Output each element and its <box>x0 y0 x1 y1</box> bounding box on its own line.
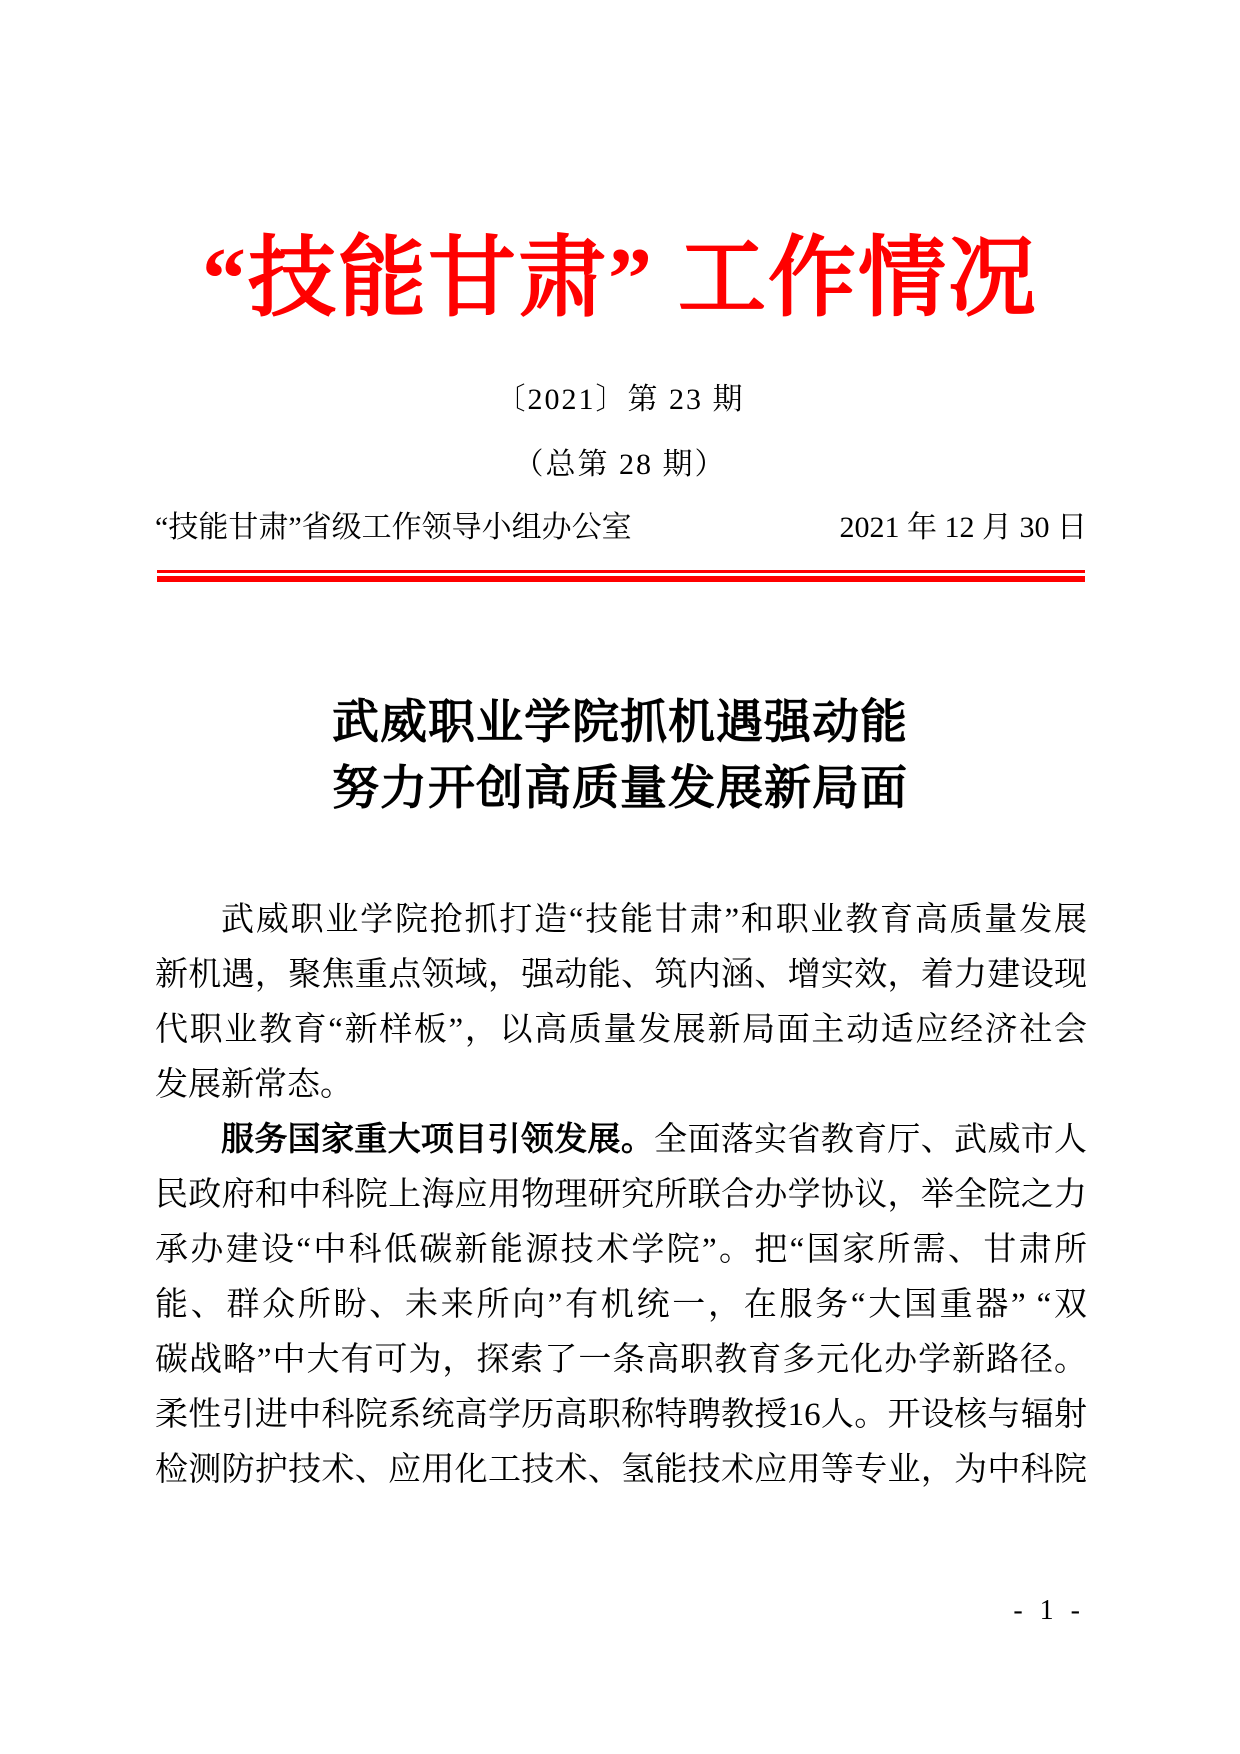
issuer-name: “技能甘肃”省级工作领导小组办公室 <box>155 511 632 544</box>
masthead-divider-rule <box>157 570 1085 582</box>
article-title-line-2: 努力开创高质量发展新局面 <box>332 763 908 815</box>
issue-number: 〔2021〕第 23 期 <box>495 383 745 416</box>
body-line: 新机遇，聚焦重点领域，强动能、筑内涵、增实效，着力建设现 <box>155 957 1087 993</box>
masthead-title: “技能甘肃” 工作情况 <box>201 231 1038 328</box>
paragraph-lead: 服务国家重大项目引领发展。 <box>221 1122 655 1158</box>
body-line: 代职业教育“新样板”，以高质量发展新局面主动适应经济社会 <box>155 1012 1087 1048</box>
body-line: 武威职业学院抢抓打造“技能甘肃”和职业教育高质量发展 <box>221 902 1087 938</box>
body-line <box>155 1113 1087 1168</box>
body-line: 碳战略”中大有可为，探索了一条高职教育多元化办学新路径。 <box>155 1342 1087 1378</box>
body-line: 柔性引进中科院系统高学历高职称特聘教授16人。开设核与辐射 <box>155 1397 1087 1433</box>
page-number: - 1 - <box>1013 1595 1085 1626</box>
issuer-date-row <box>155 510 1087 546</box>
article-body <box>155 893 1087 1498</box>
article-title <box>0 690 1240 822</box>
body-line: 承办建设“中科低碳新能源技术学院”。把“国家所需、甘肃所 <box>155 1232 1087 1268</box>
body-line: 能、群众所盼、未来所向”有机统一，在服务“大国重器” “双 <box>155 1287 1087 1323</box>
cumulative-issue-number: （总第 28 期） <box>513 448 727 481</box>
article-title-line-1: 武威职业学院抓机遇强动能 <box>332 697 908 749</box>
body-line: 检测防护技术、应用化工技术、氢能技术应用等专业，为中科院 <box>155 1452 1087 1488</box>
paragraph-lead-rest: 全面落实省教育厅、武威市人 <box>654 1122 1088 1158</box>
body-line: 民政府和中科院上海应用物理研究所联合办学协议，举全院之力 <box>155 1177 1087 1213</box>
body-line: 发展新常态。 <box>155 1067 353 1103</box>
issue-date: 2021 年 12 月 30 日 <box>839 511 1087 544</box>
